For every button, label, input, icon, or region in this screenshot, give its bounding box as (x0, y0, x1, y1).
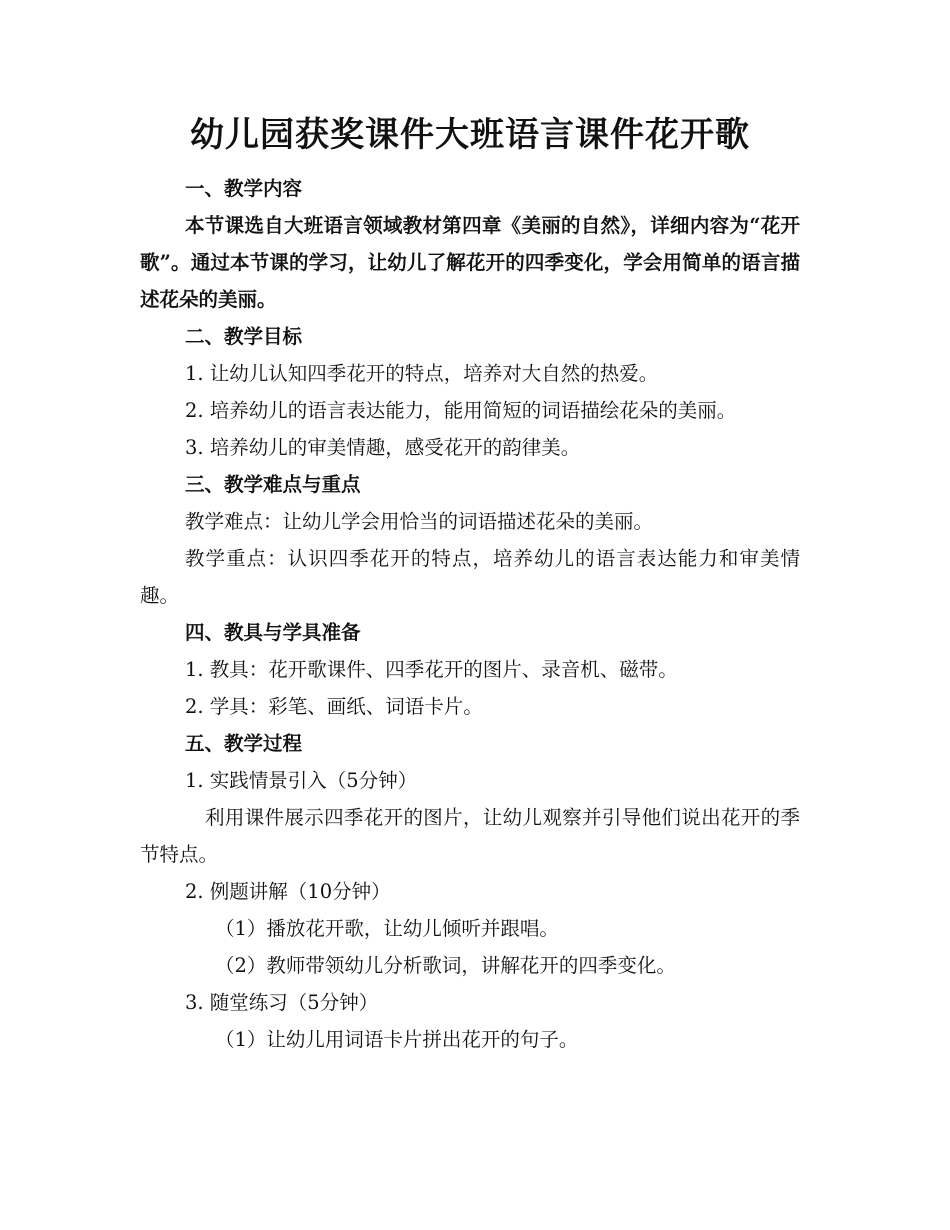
material-item: 2. 学具：彩笔、画纸、词语卡片。 (185, 695, 483, 718)
document-title: 幼儿园获奖课件大班语言课件花开歌 (190, 115, 750, 155)
section-heading-process: 五、教学过程 (185, 732, 303, 755)
document-page (140, 108, 800, 1058)
section-heading-materials: 四、教具与学具准备 (185, 621, 361, 644)
goal-item: 3. 培养幼儿的审美情趣，感受花开的韵律美。 (185, 436, 581, 459)
goal-item: 1. 让幼儿认知四季花开的特点，培养对大自然的热爱。 (185, 362, 659, 385)
process-sub-item: （1）播放花开歌，让幼儿倾听并跟唱。 (215, 917, 559, 940)
goal-item: 2. 培养幼儿的语言表达能力，能用简短的词语描绘花朵的美丽。 (185, 399, 737, 422)
section-heading-difficulties: 三、教学难点与重点 (185, 473, 361, 496)
material-item: 1. 教具：花开歌课件、四季花开的图片、录音机、磁带。 (185, 658, 678, 681)
process-step-title: 1. 实践情景引入（5分钟） (185, 769, 418, 792)
process-step-title: 3. 随堂练习（5分钟） (185, 991, 379, 1014)
process-sub-item: （2）教师带领幼儿分析歌词，讲解花开的四季变化。 (215, 954, 676, 977)
content-paragraph: 本节课选自大班语言领域教材第四章《美丽的自然》，详细内容为“花开歌”。通过本节课的学习，让幼儿了解花开的四季变化，学会用简单的语言描述花朵的美丽。 (140, 214, 800, 311)
section-heading-content: 一、教学内容 (185, 177, 303, 200)
key-point-text: 教学重点：认识四季花开的特点，培养幼儿的语言表达能力和审美情趣。 (140, 547, 800, 607)
difficulty-text: 教学难点：让幼儿学会用恰当的词语描述花朵的美丽。 (185, 510, 654, 533)
section-heading-goals: 二、教学目标 (185, 325, 303, 348)
process-sub-item: （1）让幼儿用词语卡片拼出花开的句子。 (215, 1028, 579, 1051)
process-step-title: 2. 例题讲解（10分钟） (185, 880, 391, 903)
process-step-text: 利用课件展示四季花开的图片，让幼儿观察并引导他们说出花开的季节特点。 (140, 806, 800, 866)
